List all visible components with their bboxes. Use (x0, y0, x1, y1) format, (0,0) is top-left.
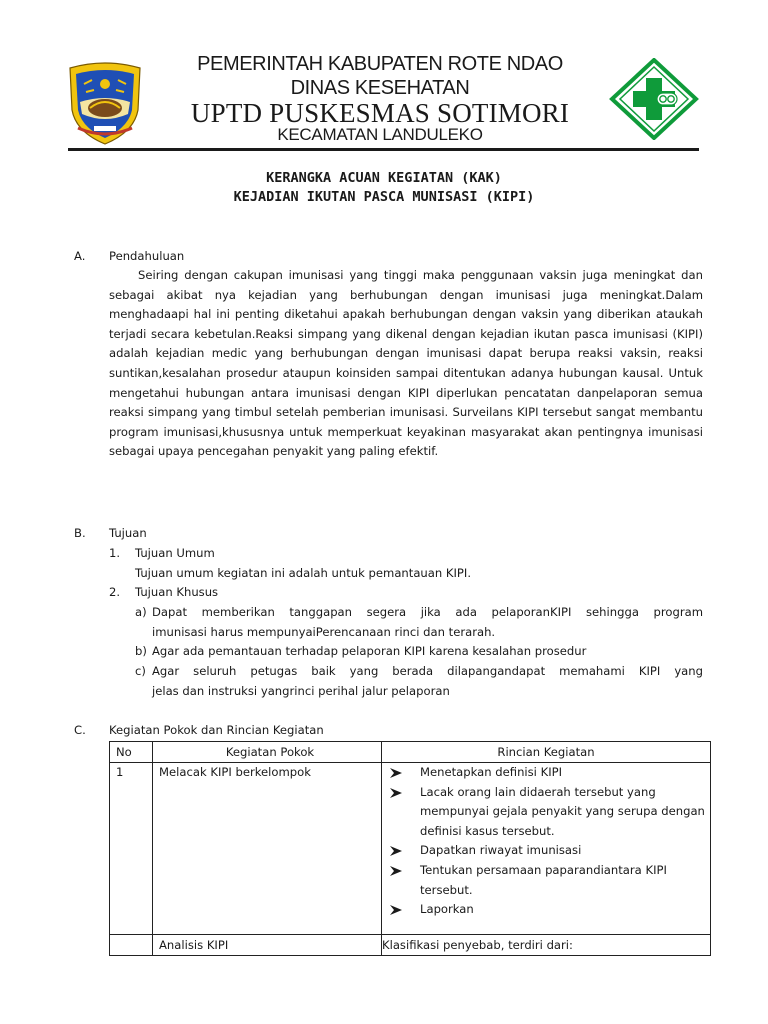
row-kegiatan-pokok: Analisis KIPI (153, 934, 382, 955)
arrowhead-bullet-icon (390, 900, 404, 915)
arrowhead-bullet-icon (390, 841, 404, 856)
tujuan-item (152, 642, 703, 662)
list-item-text: Dapatkan riwayat imunisasi (420, 843, 582, 858)
section-a-heading: Pendahuluan (109, 249, 185, 263)
row-rincian (382, 763, 711, 935)
table-row (110, 934, 711, 955)
col-header-kegiatan-pokok: Kegiatan Pokok (153, 742, 382, 763)
list-item-text: Tentukan persamaan paparandiantara KIPI tersebut. (420, 862, 667, 897)
list-item (390, 861, 710, 900)
list-item (390, 763, 710, 783)
letterhead-institution: UPTD PUSKESMAS SOTIMORI (190, 98, 570, 128)
list-item-text: Menetapkan definisi KIPI (420, 765, 563, 779)
rincian-list (382, 763, 710, 934)
col-header-no: No (110, 742, 153, 763)
regency-crest-logo (64, 58, 146, 146)
list-item (390, 900, 710, 920)
tujuan-item-marker: b) (135, 644, 147, 658)
tujuan-item-line: Agar ada pemantauan terhadap pelaporan KIPI karena kesalahan prosedur (152, 644, 587, 658)
letterhead-government: PEMERINTAH KABUPATEN ROTE NDAO (197, 53, 563, 75)
list-item-text: Laporkan (420, 902, 474, 917)
tujuan-umum-label: Tujuan Umum (135, 546, 215, 560)
tujuan-item-marker: a) (135, 605, 147, 619)
kegiatan-table (109, 741, 711, 956)
row-rincian: Klasifikasi penyebab, terdiri dari: (382, 934, 711, 955)
letterhead-divider (68, 148, 699, 151)
arrowhead-bullet-icon (390, 783, 404, 798)
intro-paragraph-text: Seiring dengan cakupan imunisasi yang tinggi maka penggunaan vaksin juga meningkat dan sebagai akibat nya kejadian yang berhubungan dengan imunisasi juga meningkat.Dalam menghadaapi hal ini penting diketahui apakah berhubungan dengan vaksin yang diberikan ataukah terjadi secara kebetulan.Reaksi simpang yang dikenal dengan kejadian ikutan pasca imunisasi (KIPI) adalah kejadian medic yang berhubungan dengan imunisasi dapat berupa reaksi vaksin, reaksi suntikan,kesalahan prosedur ataupun koinsiden sampai ditentukan adanya hubungan kausal. Untuk mengetahui hubungan antara imunisasi dengan KIPI diperlukan pencatatan danpelaporan semua reaksi simpang yang timbul setelah pemberian imunisasi. Surveilans KIPI tersebut sangat membantu program imunisasi,khususnya untuk memperkuat keyakinan masyarakat akan pentingnya imunisasi sebagai upaya pencegahan penyakit yang paling efektif. (109, 268, 703, 459)
letterhead-district: KECAMATAN LANDULEKO (277, 125, 483, 144)
tujuan-khusus-number: 2. (109, 585, 121, 599)
section-c-heading: Kegiatan Pokok dan Rincian Kegiatan (109, 723, 324, 737)
tujuan-item-line: imunisasi harus mempunyaiPerencanaan rinci dan terarah. (152, 624, 496, 639)
section-b-letter: B. (74, 526, 86, 540)
arrowhead-bullet-icon (390, 861, 404, 876)
tujuan-item-line: jelas dan instruksi yangrinci perihal jalur pelaporan (152, 683, 450, 698)
table-row (110, 763, 711, 935)
section-b-heading: Tujuan (109, 526, 147, 540)
tujuan-item-marker: c) (135, 664, 146, 678)
col-header-rincian: Rincian Kegiatan (382, 742, 711, 763)
tujuan-umum-text: Tujuan umum kegiatan ini adalah untuk pemantauan KIPI. (135, 566, 472, 580)
letterhead-department: DINAS KESEHATAN (290, 77, 470, 99)
section-a-paragraph (109, 266, 703, 462)
document-subtitle: KEJADIAN IKUTAN PASCA MUNISASI (KIPI) (233, 189, 535, 205)
table-header-row (110, 742, 711, 763)
section-c-letter: C. (74, 723, 86, 737)
row-kegiatan-pokok: Melacak KIPI berkelompok (153, 763, 382, 935)
list-item-text: Lacak orang lain didaerah tersebut yang mempunyai gejala penyakit yang serupa dengan definisi kasus tersebut. (420, 784, 705, 838)
puskesmas-logo (608, 58, 700, 140)
list-item (390, 783, 710, 842)
arrowhead-bullet-icon (390, 763, 404, 778)
tujuan-umum-number: 1. (109, 546, 121, 560)
tujuan-item (152, 603, 703, 642)
document-title: KERANGKA ACUAN KEGIATAN (KAK) (266, 170, 502, 186)
section-a-letter: A. (74, 249, 86, 263)
tujuan-khusus-label: Tujuan Khusus (135, 585, 219, 599)
tujuan-item-line: Agar seluruh petugas baik yang berada dilapangandapat memahami KIPI yang (152, 664, 703, 678)
tujuan-item (152, 662, 703, 701)
list-item (390, 841, 710, 861)
tujuan-item-line: Dapat memberikan tanggapan segera jika ada pelaporanKIPI sehingga program (152, 605, 703, 619)
row-no (110, 934, 153, 955)
row-no: 1 (110, 763, 153, 935)
